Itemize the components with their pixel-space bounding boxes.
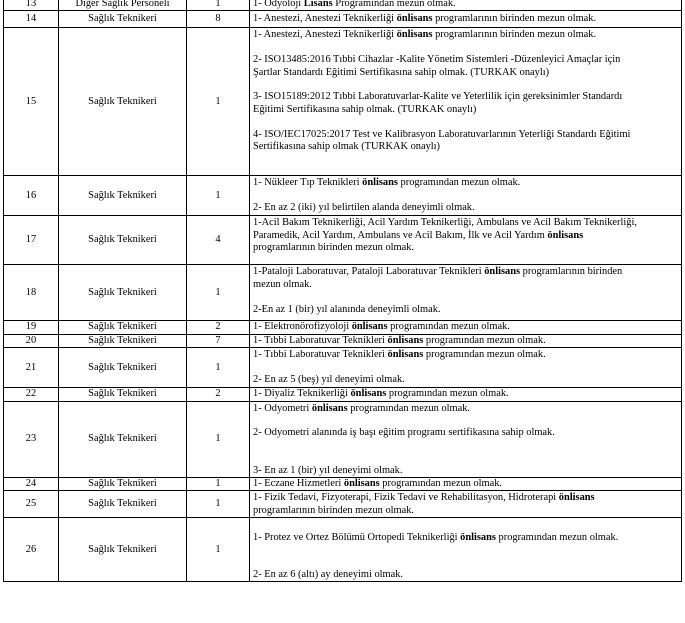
requirement-line [253,202,678,214]
requirements-table-body [4,0,682,582]
requirement-line [253,29,678,41]
requirement-line [253,13,678,25]
requirements-cell [250,388,682,401]
row-number: 17 [4,216,59,265]
line-gap [253,544,678,556]
position-count: 1 [187,401,250,477]
table-row [4,491,682,518]
emphasis-text: önlisans [387,349,424,361]
requirement-line [253,532,678,544]
row-number: 23 [4,401,59,477]
emphasis-text: önlisans [343,478,380,490]
requirements-cell [250,28,682,176]
requirements-cell [250,0,682,11]
table-row [4,0,682,11]
requirement-text: 1- Eczane Hizmetleri [253,478,344,490]
requirements-cell [250,478,682,491]
requirement-line [253,177,678,189]
requirements-table [3,0,682,582]
requirement-text: 2- En az 2 (iki) yıl belirtilen alanda deneyimli olmak. [253,202,475,214]
requirement-line [253,465,678,477]
requirement-text: programından mezun olmak. [347,402,471,414]
position-title: Sağlık Teknikeri [59,176,187,216]
requirement-text: Şartlar Standardı Eğitimi Sertifikasına sahip olmak. (TURKAK onaylı) [253,66,550,78]
requirement-text: 1- Odyometri [253,402,312,414]
requirement-text: 1- Diyaliz Teknikerliği [253,388,351,400]
position-count: 1 [187,491,250,518]
position-title: Diğer Sağlık Personeli [59,0,187,11]
requirement-line [253,266,678,278]
row-number: 19 [4,321,59,334]
emphasis-text: önlisans [396,13,433,25]
requirement-text: Sertifikasına sahip olmak (TURKAK onaylı) [253,141,440,153]
position-count: 1 [187,28,250,176]
position-title: Sağlık Teknikeri [59,491,187,518]
requirement-text: Paramedik, Acil Yardım, Ambulans ve Acil Bakım, İlk ve Acil Yardım [253,229,548,241]
table-row [4,216,682,265]
table-row [4,401,682,477]
table-row [4,28,682,176]
line-gap [253,440,678,452]
table-row [4,334,682,347]
emphasis-text: önlisans [350,388,387,400]
requirement-text: programından mezun olmak. [423,334,546,346]
requirements-cell [250,321,682,334]
emphasis-text: önlisans [460,531,496,543]
requirement-text: 1- Tıbbi Laboratuvar Teknikleri [253,334,388,346]
requirement-text: programlarının birinden mezun olmak. [432,13,597,25]
requirement-line [253,91,678,103]
requirement-text: 1-Pataloji Laboratuvar, Pataloji Laboratuvar Teknikleri [253,266,485,278]
requirement-text: 3- En az 1 (bir) yıl deneyimi olmak. [253,464,403,476]
requirement-line [253,54,678,66]
emphasis-text: önlisans [351,321,388,333]
requirement-text: 2-En az 1 (bir) yıl alanında deneyimli olmak. [253,303,441,315]
row-number: 14 [4,11,59,28]
requirement-line [253,0,678,10]
requirement-line [253,403,678,415]
requirement-text: 1- Nükleer Tıp Teknikleri [253,177,363,189]
row-number: 16 [4,176,59,216]
requirement-line [253,478,678,490]
emphasis-text: önlisans [362,177,398,189]
requirement-line [253,335,678,347]
requirement-text: 1- Protez ve Ortez Bölümü Ortopedi Teknikerliği [253,531,461,543]
requirement-line [253,104,678,116]
requirement-text: 4- ISO/IEC17025:2017 Test ve Kalibrasyon Laboratuvarlarının Yeterliği Standardı Eğitimi [253,128,631,140]
table-row [4,321,682,334]
table-row [4,478,682,491]
requirement-text: Eğitimi Sertifikasına sahip olmak. (TURKAK onaylı) [253,103,477,115]
requirements-cell [250,11,682,28]
row-number: 15 [4,28,59,176]
line-gap [253,116,678,128]
position-title: Sağlık Teknikeri [59,348,187,388]
requirements-cell [250,518,682,582]
row-number: 24 [4,478,59,491]
requirements-cell [250,491,682,518]
requirement-line [253,279,678,291]
row-number: 20 [4,334,59,347]
line-gap [253,362,678,374]
requirements-cell [250,265,682,321]
requirement-text: programlarının birinden mezun olmak. [253,242,415,254]
position-title: Sağlık Teknikeri [59,401,187,477]
requirement-text: 2- ISO13485:2016 Tıbbi Cihazlar -Kalite Yönetim Sistemleri -Düzenleyici Amaçlar için [253,54,621,66]
requirements-cell [250,176,682,216]
position-title: Sağlık Teknikeri [59,518,187,582]
requirement-line [253,304,678,316]
row-number: 22 [4,388,59,401]
requirement-text: 1-Acil Bakım Teknikerliği, Acil Yardım Teknikerliği, Ambulans ve Acil Bakım Teknikerliği, [253,217,637,229]
requirement-text: 1- Anestezi, Anestezi Teknikerliği [253,13,397,25]
requirement-line [253,230,678,242]
requirement-text: 1- Elektronörofizyoloji [253,321,352,333]
requirement-line [253,505,678,517]
emphasis-text: önlisans [547,229,584,241]
position-count: 7 [187,334,250,347]
requirement-text: programlarının birinden [520,266,623,278]
row-number: 25 [4,491,59,518]
position-title: Sağlık Teknikeri [59,334,187,347]
position-title: Sağlık Teknikeri [59,28,187,176]
emphasis-text: önlisans [558,492,595,504]
requirement-text: 1- Fizik Tedavi, Fizyoterapi, Fizik Tedavi ve Rehabilitasyon, Hidroterapi [253,492,559,504]
position-count: 1 [187,265,250,321]
emphasis-text: önlisans [396,29,433,41]
requirement-text: 2- Odyometri alanında iş başı eğitim programı sertifikasına sahip olmak. [253,427,555,439]
position-title: Sağlık Teknikeri [59,216,187,265]
requirement-line [253,242,678,254]
requirement-line [253,321,678,333]
requirement-text: 1- Tıbbi Laboratuvar Teknikleri [253,349,388,361]
requirement-line [253,349,678,361]
emphasis-text: önlisans [311,402,348,414]
position-count: 1 [187,348,250,388]
line-gap [253,519,678,531]
row-number: 21 [4,348,59,388]
requirement-line [253,374,678,386]
table-row [4,265,682,321]
requirement-text: programından mezun olmak. [423,349,546,361]
requirement-text: programından mezun olmak. [495,531,619,543]
requirement-text: programlarının birinden mezun olmak. [253,504,415,516]
emphasis-text: Lisans [303,0,333,9]
position-title: Sağlık Teknikeri [59,11,187,28]
line-gap [253,79,678,91]
requirement-text: mezun olmak. [253,278,312,290]
table-row [4,518,682,582]
requirement-line [253,141,678,153]
requirement-line [253,388,678,400]
position-count: 1 [187,176,250,216]
line-gap [253,190,678,202]
requirement-line [253,427,678,439]
requirement-text: Programından mezun olmak. [332,0,456,9]
line-gap [253,452,678,464]
requirement-line [253,569,678,581]
requirement-text: programından mezun olmak. [379,478,503,490]
position-count: 8 [187,11,250,28]
requirements-cell [250,348,682,388]
emphasis-text: önlisans [484,266,521,278]
table-row [4,388,682,401]
requirement-line [253,217,678,229]
requirement-text: 2- En az 6 (altı) ay deneyimi olmak. [253,569,404,580]
table-row [4,11,682,28]
requirement-line [253,129,678,141]
table-row [4,176,682,216]
requirement-text: programından mezun olmak. [386,388,509,400]
position-title: Sağlık Teknikeri [59,388,187,401]
line-gap [253,415,678,427]
line-gap [253,557,678,569]
requirement-text: 1- Anestezi, Anestezi Teknikerliği [253,29,397,41]
position-title: Sağlık Teknikeri [59,265,187,321]
table-row [4,348,682,388]
requirement-text: 1- Odyoloji [253,0,304,9]
position-count: 1 [187,0,250,11]
requirement-text: programlarının birinden mezun olmak. [432,29,597,41]
requirements-table-wrapper [3,0,682,582]
requirements-cell [250,401,682,477]
requirement-text: 3- ISO15189:2012 Tıbbi Laboratuvarlar-Kalite ve Yeterlilik için gereksinimler Standardı [253,91,623,103]
position-title: Sağlık Teknikeri [59,321,187,334]
row-number: 13 [4,0,59,11]
position-count: 2 [187,321,250,334]
position-count: 1 [187,478,250,491]
requirement-text: 2- En az 5 (beş) yıl deneyimi olmak. [253,374,405,386]
requirement-text: programından mezun olmak. [397,177,521,189]
emphasis-text: önlisans [387,334,424,346]
line-gap [253,42,678,54]
requirement-line [253,67,678,79]
position-count: 4 [187,216,250,265]
requirements-cell [250,216,682,265]
position-count: 2 [187,388,250,401]
requirement-line [253,492,678,504]
requirements-cell [250,334,682,347]
row-number: 18 [4,265,59,321]
position-count: 1 [187,518,250,582]
line-gap [253,291,678,303]
position-title: Sağlık Teknikeri [59,478,187,491]
row-number: 26 [4,518,59,582]
requirement-text: programından mezun olmak. [387,321,510,333]
